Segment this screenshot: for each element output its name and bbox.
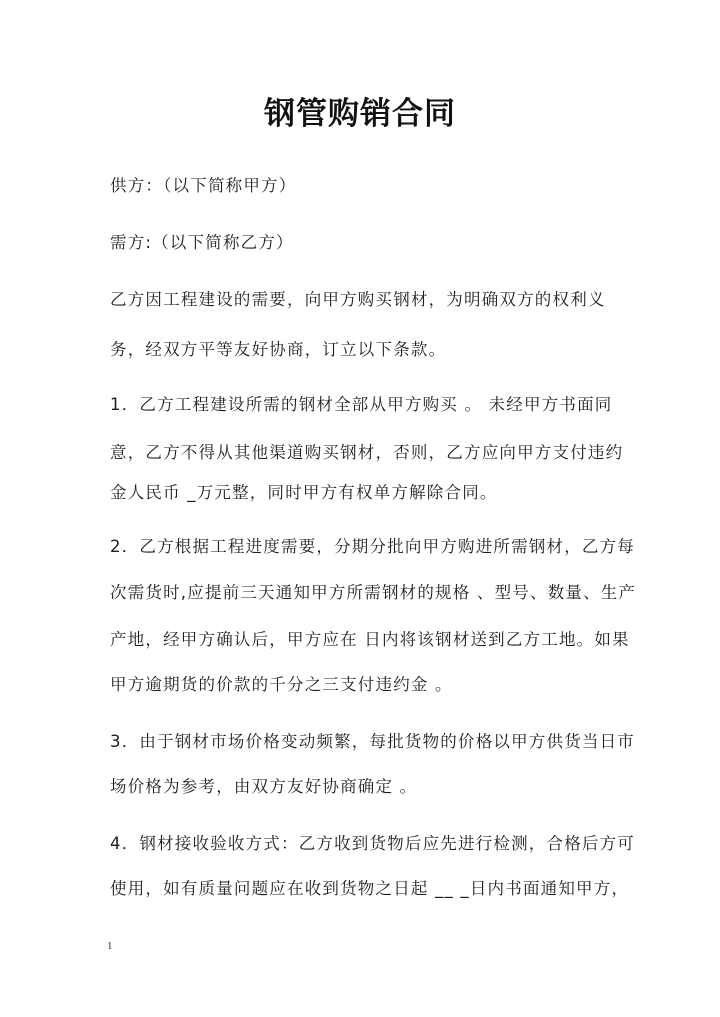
intro-line-1: 乙方因工程建设的需要，向甲方购买钢材，为明确双方的权利义 [110,290,606,309]
supplier-line: 供方：（以下简称甲方） [110,176,297,195]
clause-4-line-2: 使用，如有质量问题应在收到货物之日起 __ _日内书面通知甲方， [110,879,630,898]
clause-2-line-1: 2．乙方根据工程进度需要，分期分批向甲方购进所需钢材，乙方每 [110,537,635,556]
intro-line-2: 务，经双方平等友好协商，订立以下条款。 [110,340,447,359]
clause-1-line-2: 意，乙方不得从其他渠道购买钢材，否则，乙方应向甲方支付违约 [110,443,624,462]
buyer-line: 需方:（以下简称乙方） [110,233,294,252]
clause-1-line-1: 1．乙方工程建设所需的钢材全部从甲方购买 。 未经甲方书面同 [110,395,613,414]
clause-2-line-3: 产地，经甲方确认后，甲方应在 日内将该钢材送到乙方工地。如果 [110,630,630,649]
clause-1-line-3: 金人民币 _万元整，同时甲方有权单方解除合同。 [110,483,498,502]
page-number: 1 [107,940,113,952]
clause-3-line-2: 场价格为参考，由双方友好协商确定 。 [110,777,418,796]
document-title: 钢管购销合同 [264,96,456,132]
clause-3-line-1: 3．由于钢材市场价格变动频繁，每批货物的价格以甲方供货当日市 [110,732,635,751]
clause-4-line-1: 4．钢材接收验收方式：乙方收到货物后应先进行检测，合格后方可 [110,834,635,853]
clause-2-line-4: 甲方逾期货的价款的千分之三支付违约金 。 [110,675,453,694]
clause-2-line-2: 次需货时,应提前三天通知甲方所需钢材的规格 、型号、数量、生产 [110,583,637,602]
